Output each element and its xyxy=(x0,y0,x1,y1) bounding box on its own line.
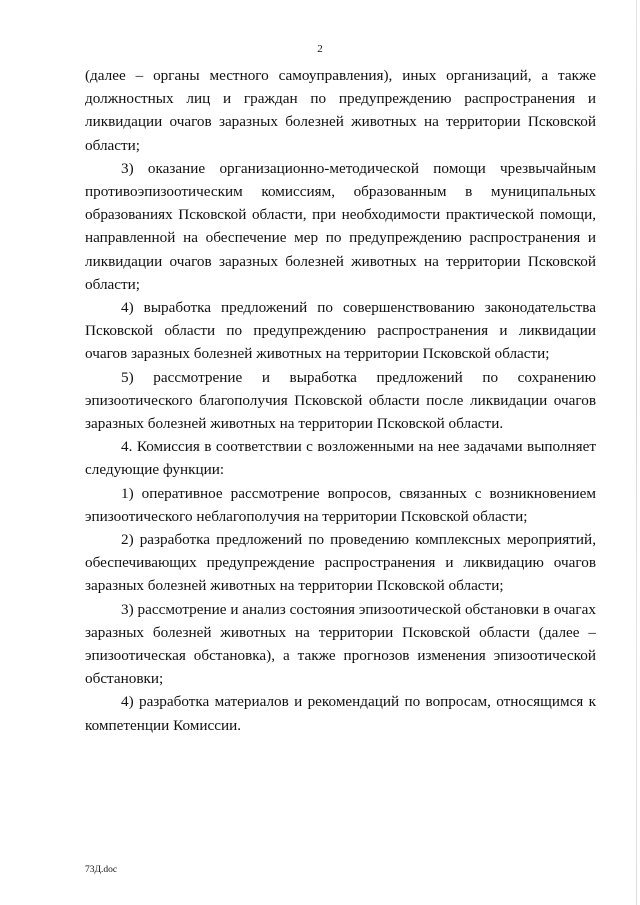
document-body xyxy=(85,64,596,737)
scan-edge-line xyxy=(636,0,637,905)
paragraph-item-5-wellbeing: 5) рассмотрение и выработка предложений по сохранению эпизоотического благополучия Псковской области после ликвидации очагов заразных болезней животных на территории Псковской области. xyxy=(85,368,596,433)
paragraph-function-3: 3) рассмотрение и анализ состояния эпизоотической обстановки в очагах заразных болезней животных на территории Псковской области (далее – эпизоотическая обстановка), а также прогнозов изменения эпизоотической обстановки; xyxy=(85,600,596,688)
paragraph-item-4-legislation: 4) выработка предложений по совершенствованию законодательства Псковской области по предупреждению распространения и ликвидации очагов заразных болезней животных на территории Псковской области; xyxy=(85,299,596,363)
page-number: 2 xyxy=(317,43,323,55)
paragraph-continuation: (далее – органы местного самоуправления), иных организаций, а также должностных лиц и граждан по предупреждению распространения и ликвидации очагов заразных болезней животных на территории Псковской области; xyxy=(85,67,596,154)
paragraph-function-1: 1) оперативное рассмотрение вопросов, связанных с возникновением эпизоотического неблагополучия на территории Псковской области; xyxy=(85,484,596,525)
footer-filename: 73Д.doc xyxy=(85,865,118,875)
paragraph-section-4-functions: 4. Комиссия в соответствии с возложенными на нее задачами выполняет следующие функции: xyxy=(85,438,596,479)
paragraph-function-2: 2) разработка предложений по проведению комплексных мероприятий, обеспечивающих предупреждение распространения и ликвидацию очагов заразных болезней животных на территории Псковской области; xyxy=(85,531,596,595)
paragraph-function-4: 4) разработка материалов и рекомендаций по вопросам, относящимся к компетенции Комиссии. xyxy=(85,693,596,734)
paragraph-item-3-assistance: 3) оказание организационно-методической помощи чрезвычайным противоэпизоотическим комиссиям, образованным в муниципальных образованиях Псковской области, при необходимости практической помощи, направленной на обеспечение мер по предупреждению распространения и ликвидации очагов заразных болезней животных на территории Псковской области; xyxy=(85,159,596,293)
